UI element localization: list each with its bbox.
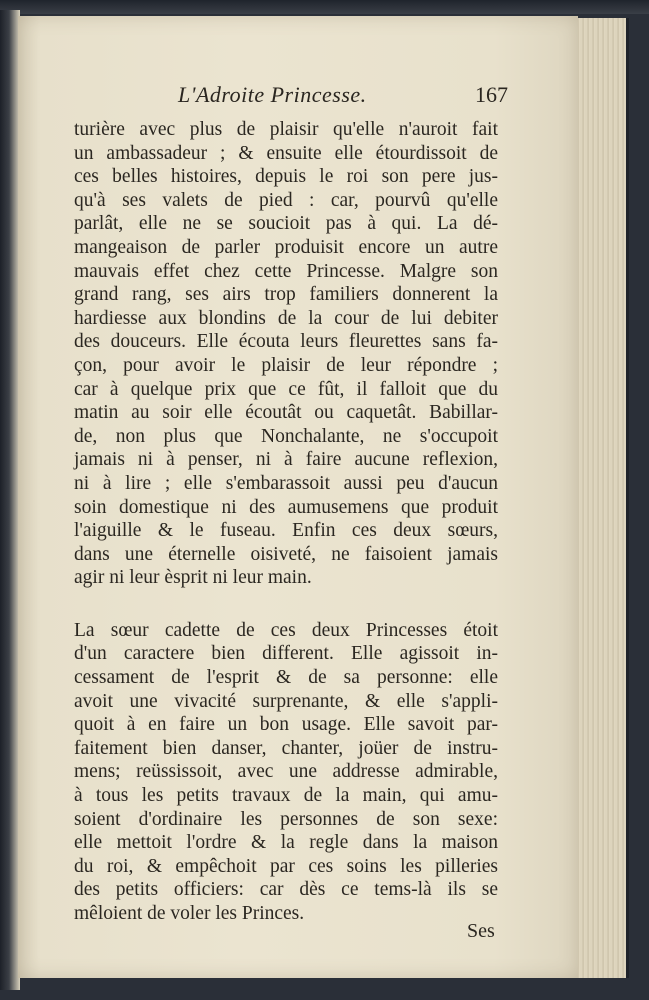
text-line: mens; reüssissoit, avec une addresse admirable, xyxy=(74,761,498,783)
text-line: mêloient de voler les Princes. xyxy=(74,903,305,924)
text-line: mauvais effet chez cette Princesse. Malgre son xyxy=(74,260,498,282)
text-line: des douceurs. Elle écouta leurs fleurettes sans fa- xyxy=(74,331,498,353)
text-line: elle mettoit l'ordre & la regle dans la maison xyxy=(74,832,498,854)
paragraph-1 xyxy=(74,118,498,590)
text-line: à tous les petits travaux de la main, qui amu- xyxy=(74,785,498,807)
text-line: de, non plus que Nonchalante, ne s'occupoit xyxy=(74,425,498,447)
text-line: l'aiguille & le fuseau. Enfin ces deux sœurs, xyxy=(74,520,498,542)
text-line: hardiesse aux blondins de la cour de lui debiter xyxy=(74,307,498,329)
text-line: soin domestique ni des aumusemens que produit xyxy=(74,496,498,518)
text-line: jamais ni à penser, ni à faire aucune reflexion, xyxy=(74,449,498,471)
text-line: grand rang, ses airs trop familiers donnerent la xyxy=(74,284,498,306)
text-line: turière avec plus de plaisir qu'elle n'auroit fait xyxy=(74,119,498,140)
text-line: un ambassadeur ; & ensuite elle étourdissoit de xyxy=(74,142,498,164)
page-number: 167 xyxy=(475,82,508,107)
text-line: d'un caractere bien different. Elle agissoit in- xyxy=(74,643,498,665)
text-line: qu'à ses valets de pied : car, pourvû qu'elle xyxy=(74,189,498,211)
text-line: quoit à en faire un bon usage. Elle savoit par- xyxy=(74,714,498,736)
text-line: dans une éternelle oisiveté, ne faisoient jamais xyxy=(74,543,498,565)
book-spine-gutter xyxy=(0,10,20,990)
text-line: La sœur cadette de ces deux Princesses étoit xyxy=(74,619,498,641)
text-line: agir ni leur èsprit ni leur main. xyxy=(74,567,312,589)
text-line: ces belles histoires, depuis le roi son pere jus- xyxy=(74,166,498,188)
paragraph-2 xyxy=(74,619,498,926)
page-header xyxy=(178,82,508,112)
text-line: avoit une vivacité surprenante, & elle s'appli- xyxy=(74,690,498,712)
text-line: çon, pour avoir le plaisir de leur répondre ; xyxy=(74,354,498,376)
text-line: matin au soir elle écoutât ou caquetât. Babillar- xyxy=(74,402,498,424)
text-line: parlât, elle ne se soucioit pas à qui. La dé- xyxy=(74,213,498,235)
text-line: car à quelque prix que ce fût, il falloit que du xyxy=(74,378,498,400)
text-line: ni à lire ; elle s'embarassoit aussi peu d'aucun xyxy=(74,472,498,494)
text-line: des petits officiers: car dès ce tems-là ils se xyxy=(74,879,498,901)
text-line: mangeaison de parler produisit encore un autre xyxy=(74,236,498,258)
text-line: cessament de l'esprit & de sa personne: elle xyxy=(74,667,498,689)
running-title: L'Adroite Princesse. xyxy=(178,82,367,107)
text-line: du roi, & empêchoit par ces soins les pilleries xyxy=(74,855,498,877)
catchword: Ses xyxy=(467,920,495,942)
body-text xyxy=(74,118,498,926)
text-line: soient d'ordinaire les personnes de son sexe: xyxy=(74,808,498,830)
book-cover-top-edge xyxy=(0,0,649,14)
text-line: faitement bien danser, chanter, joüer de instru- xyxy=(74,737,498,759)
